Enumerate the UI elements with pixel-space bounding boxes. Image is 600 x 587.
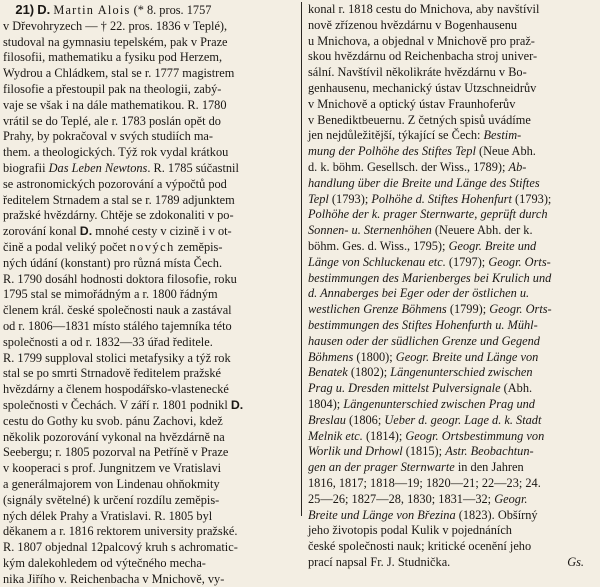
text-line: handlung über die Breite und Länge des Stiftes [308,175,540,190]
text-line: konal r. 1818 cestu do Mnichova, aby navštívil [308,2,540,16]
text-fragment: 25—26; 1827—28, 1830; 1831—32; [308,491,492,506]
work-title: Geogr. Breite und Länge von [395,349,539,364]
text-line [308,255,598,271]
text-line: bestimmungen des Stiftes Hohenfurth u. Mühl- [308,317,538,332]
text-line: pražské hvězdárny. Chtěje se zdokonaliti v po- [3,208,234,223]
text-line: Polhöhe der k. prager Sternwarte, geprüft durch [308,207,548,222]
text-fragment: in den Jahren [457,460,524,475]
text-line: R. 1799 supploval stolici metafysiky a týž rok [3,350,231,365]
text-line: sální. Navštívil několikráte hvězdárnu v Bo- [308,65,527,80]
text-line [3,240,295,256]
text-line: Seebergu; r. 1805 pozorval na Petříně v Praze [3,445,229,460]
text-line [308,381,598,397]
text-fragment: (1802); [350,365,388,380]
text-fragment: biografii [3,160,46,175]
text-line [308,555,598,571]
text-line: (signály světelné) k určení rozdílu zeměpis- [3,492,220,507]
work-title: Astr. Beobachtun- [445,444,534,459]
spaced-word: nových [129,239,175,254]
text-line [308,350,598,366]
text-line: členem král. české společnosti nauk a zastával [3,303,232,318]
text-line: jeho životopis podal Kulik v pojednáních [308,523,512,538]
work-title: Prag u. Dresden mittelst Pulversignale [308,381,501,396]
work-title: Geogr. Orts- [488,254,551,269]
text-fragment: (1800); [356,349,393,364]
work-title: mung der Polhöhe des Stiftes Tepl [308,144,476,159]
text-fragment: (1793); [331,191,369,206]
text-line: R. 1807 objednal 12palcový kruh s achromatic- [3,540,238,555]
entry-number: 21) [15,2,35,17]
text-line [308,508,598,524]
text-line: them. a theologických. Týž rok vydal krátkou [3,145,229,160]
text-line: v Benediktbeuernu. Z četných spisů uvádíme [308,112,531,127]
text-line: vaje se však i na dále mathematikou. R. 1780 [3,97,227,112]
text-line: stal se po smrti Strnadově ředitelem pražské [3,366,222,381]
work-title: Geogr. Ortsbestimmung von [405,428,545,443]
book-title: Das Leben Newtons [48,160,148,175]
text-line: se astronomických pozorování a výpočtů pod [3,176,227,191]
text-fragment: (Neue Abh. [478,144,536,159]
work-title: Geogr. [494,491,528,506]
text-line: a generálmajorem von Lindenau ohňokmity [3,476,220,491]
text-line: 1816, 1817; 1818—19; 1820—21; 22—23; 24. [308,475,541,490]
work-title: Sonnen- u. Sternenhöhen [308,223,432,238]
work-title: Böhmens [308,349,354,364]
column-divider [301,2,302,516]
text-line [3,161,295,177]
text-fragment: čině a podal veliký počet [3,239,127,254]
text-fragment: zeměpis- [177,239,223,254]
text-line: ředitelem Strnadem a stal se r. 1789 adjunktem [3,192,235,207]
text-line: vrátil se do Teplé, ale r. 1783 poslán opět do [3,113,221,128]
text-fragment: (1814); [365,428,403,443]
work-title: Längenunterschied zwischen [390,365,533,380]
text-line: ných délek Prahy a Vratislavi. R. 1805 byl [3,508,213,523]
text-fragment: zorování konal [3,224,77,239]
name-abbrev: D. [79,224,93,239]
text-line: české společnosti nauk; kritické ocenění jeho [308,539,532,554]
text-line: nika Jiřího v. Reichenbacha v Mnichově, vy- [3,571,225,586]
work-title: Länge von Schluckenau etc. [308,254,446,269]
text-line: d. Annaberges bei Eger oder der östlichen u. [308,286,530,301]
work-title: Längenunterschied zwischen Prag und [343,396,535,411]
text-fragment: prací napsal Fr. J. Studnička. [308,554,451,569]
text-line [308,429,598,445]
text-line: nově zřízenou hvězdárnu v Bogenhausenu [308,17,518,32]
text-line [3,398,295,414]
work-title: Benatek [308,365,348,380]
text-fragment: (1793); [515,191,552,206]
text-line [308,302,598,318]
work-title: Bestim- [483,128,522,143]
text-line [308,413,598,429]
text-line [308,492,598,508]
text-line: 1795 stal se mimořádným a r. 1800 řádným [3,287,218,302]
text-fragment: böhm. Ges. d. Wiss., 1795); [308,238,446,253]
work-title: Geogr. Orts- [489,302,552,317]
name-abbrev: D. [230,397,244,412]
text-line [308,460,598,476]
text-line: R. 1790 dosáhl hodnosti doktora filosofie, roku [3,271,237,286]
text-fragment: (1815); [405,444,443,459]
entry-heading-line [3,2,295,19]
text-line [308,223,598,239]
text-fragment: (Neuere Abh. der k. [434,223,533,238]
text-fragment: d. k. böhm. Gesellsch. der Wiss., 1789); [308,159,506,174]
text-fragment: mnohé cesty v cizině i v ot- [95,224,232,239]
work-title: Breite und Länge von Březina [308,507,456,522]
text-line [308,144,598,160]
text-line: cestu do Gothy ku svob. pánu Zachovi, kdež [3,413,223,428]
entry-given-name: Martin Alois [53,3,131,17]
text-fragment: (1823). Obšírný [458,507,538,522]
text-line: od r. 1806—1831 místo stálého tajemníka této [3,318,232,333]
text-line: v Mnichově a optický ústav Fraunhoferův [308,96,516,111]
text-line: společnosti a od r. 1832—33 úřad ředitele. [3,334,213,349]
text-line: u Mnichova, a objednal v Mnichově pro praž- [308,33,535,48]
text-line: bestimmungen des Marienberges bei Krulich und [308,270,552,285]
work-title: Geogr. Breite und [448,238,537,253]
right-column [308,2,598,571]
text-fragment: 1804); [308,396,341,411]
text-line: filosofie a přestoupil pak na theologii, zabý- [3,81,222,96]
text-line: děkanem a r. 1816 rektorem university pražské. [3,524,238,539]
text-line: několik pozorování vykonal na hvězdárně na [3,429,225,444]
work-title: Ab- [508,159,527,174]
text-line [3,224,295,240]
text-line: kým dalekohledem od výtečného mecha- [3,555,206,570]
text-line: filosofii, mathematiku a fysiku pod Herzem, [3,50,223,65]
work-title: Ueber d. geogr. Lage d. k. Stadt [384,412,542,427]
work-title: Tepl [308,191,329,206]
entry-letter: D. [37,2,51,17]
text-line [308,365,598,381]
text-line [308,397,598,413]
work-title: westlichen Grenze Böhmens [308,302,447,317]
text-line: studoval na gymnasiu tepelském, pak v Praze [3,34,228,49]
text-line [308,444,598,460]
left-column [3,2,295,587]
text-line: skou hvězdárnu od Reichenbacha stroj univer- [308,49,538,64]
author-signature: Gs. [567,554,584,569]
text-fragment: (Abh. [503,381,533,396]
text-line: ných údání (konstant) pro různá místa Čech. [3,255,223,270]
text-line: hvězdárny a členem hospodářsko-vlastenecké [3,382,229,397]
work-title: Worlik und Drhowl [308,444,403,459]
entry-birth: (* 8. pros. 1757 [133,3,212,17]
text-line: Wydrou a Chládkem, stal se r. 1777 magistrem [3,66,235,81]
text-fragment: jen nejdůležitější, týkající se Čech: [308,128,481,143]
work-title: gen an der prager Sternwarte [308,460,455,475]
text-line: v Dřevohryzech — † 22. pros. 1836 v Teplé), [3,18,228,33]
text-line: v kooperaci s prof. Jungnitzem ve Vratislavi [3,461,222,476]
text-line [308,239,598,255]
work-title: Melnik etc. [308,428,363,443]
text-line [308,192,598,208]
text-fragment: . R. 1785 súčastnil [147,160,239,175]
text-line: genhausenu, mechanický ústav Utzschneidrův [308,80,537,95]
text-line [308,160,598,176]
text-line: hausen oder der südlichen Grenze und Gegend [308,333,540,348]
text-fragment: (1797); [448,254,486,269]
work-title: Breslau [308,412,346,427]
work-title: Polhöhe d. Stiftes Hohenfurt [371,191,512,206]
text-fragment: (1799); [449,302,487,317]
text-line [308,128,598,144]
text-fragment: (1806; [349,412,382,427]
text-line: Prahy, by pokračoval v svých studiích ma- [3,129,214,144]
text-fragment: společnosti v Čechách. V září r. 1801 podnikl [3,397,228,412]
